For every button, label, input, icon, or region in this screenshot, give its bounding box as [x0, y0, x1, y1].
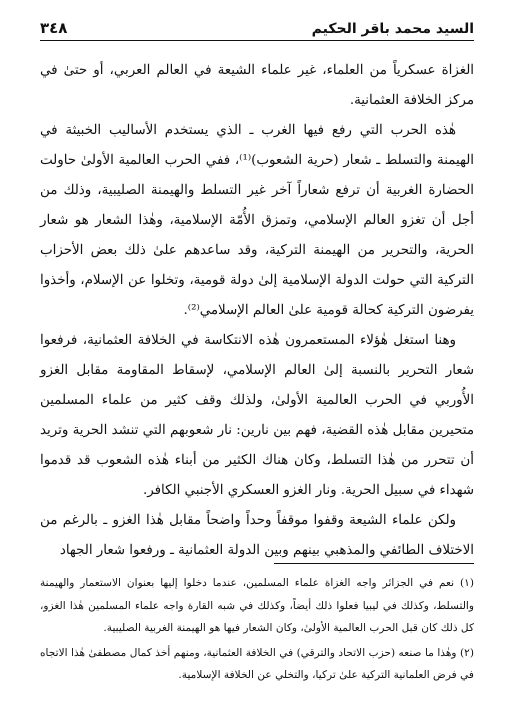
running-head: السيد محمد باقر الحكيم — [311, 21, 474, 37]
footnotes — [40, 572, 474, 689]
paragraph: ولكن علماء الشيعة وقفوا موقفاً وحداً واضحاً مقابل هٰذا الغزو ـ بالرغم من الاختلاف الطائفي والمذهبي بينهم وبين الدولة العثمانية ـ ورفعوا شعار الجهاد — [40, 513, 474, 558]
page-number: ٣٤٨ — [40, 19, 68, 37]
paragraph: وهنا استغل هٰؤلاء المستعمرون هٰذه الانتكاسة في الخلافة العثمانية، فرفعوا شعار التحرير بالنسبة إلىٰ العالم الإسلامي، لإسقاط المقاومة مقابل الغزو الأُوربي في الحرب العالمية الأولىٰ، ولذلك وقف كثير من علماء المسلمين متحيرين مقابل هٰذه القضية، فهم بين نارين: نار شعوبهم التي تنشد الحرية وتريد أن تتحرر من هٰذا التسلط، وكان هناك الكثير من أبناء هٰذه الشعوب قد قدموا شهداء في سبيل الحرية. ونار الغزو العسكري الأجنبي الكافر. — [40, 333, 474, 498]
paragraph: هٰذه الحرب التي رفع فيها الغرب ـ الذي يستخدم الأساليب الخبيثة في الهيمنة والتسلط ـ شعار (حرية الشعوب)⁽¹⁾، ففي الحرب العالمية الأولىٰ حاولت الحضارة الغربية أن ترفع شعاراً آخر غير التسلط والهيمنة الصليبية، وذلك من أجل أن تغزو العالم الإسلامي، وتمزق الأُمّة الإسلامية، وهٰذا الشعار هو شعار الحرية، والتحرير من الهيمنة التركية، وقد ساعدهم علىٰ ذلك بعض الأحزاب التركية التي حولت الدولة الإسلامية إلىٰ دولة قومية، وتخلوا عن الإسلام، وأخذوا يفرضون التركية كحالة قومية علىٰ العالم الإسلامي⁽²⁾. — [40, 123, 475, 318]
footnote-separator — [274, 563, 474, 564]
footnote: (١) نعم في الجزائر واجه الغزاة علماء المسلمين، عندما دخلوا إليها بعنوان الاستعمار والهيمنة والتسلط، وكذلك في ليبيا فعلوا ذلك أيضاً، وكذلك في شبه القارة واجه علماء المسلمين هٰذا الغزو، كل ذلك كان قبل الحرب العالمية الأولىٰ، وكان الشعار فيها هو الهيمنة الغربية الصليبية. — [40, 577, 474, 634]
page-header — [40, 12, 474, 41]
paragraph: الغزاة عسكرياً من العلماء، غير علماء الشيعة في العالم العربي، أو حتىٰ في مركز الخلافة العثمانية. — [40, 63, 474, 108]
body-text — [40, 56, 474, 566]
footnote: (٢) وهٰذا ما صنعه (حزب الاتحاد والترقي) في الخلافة العثمانية، ومنهم أخذ كمال مصطفىٰ هٰذا الاتجاه في فرض العلمانية التركية علىٰ تركيا، والتخلي عن الخلافة الإسلامية. — [40, 646, 474, 681]
